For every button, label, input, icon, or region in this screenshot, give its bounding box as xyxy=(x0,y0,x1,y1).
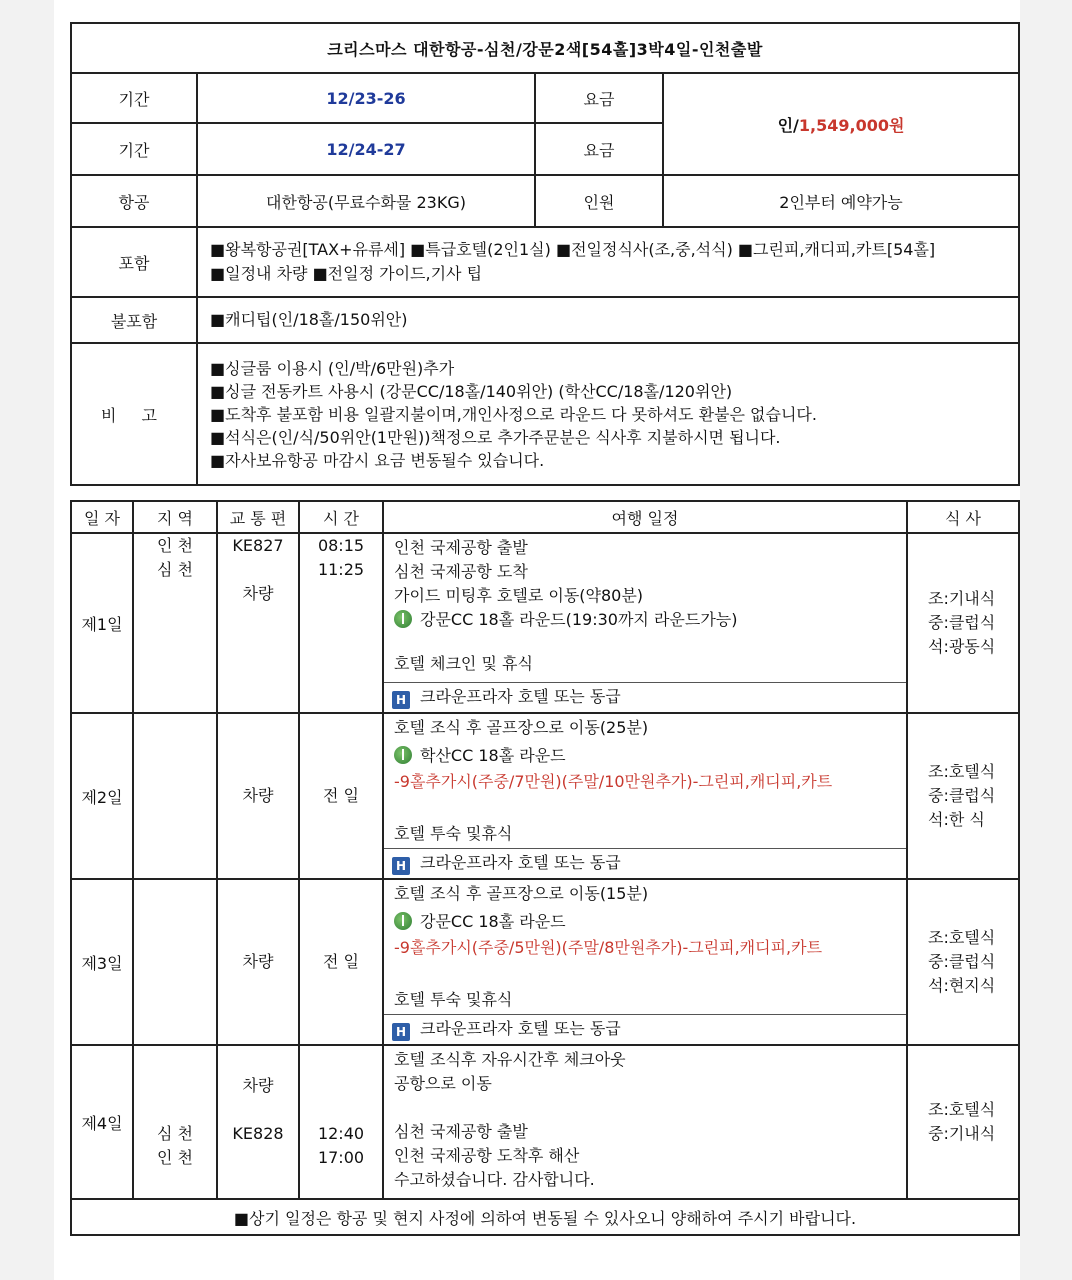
golf-text: 학산CC 18홀 라운드 xyxy=(420,746,566,765)
hotel-h-icon: H xyxy=(392,1023,410,1041)
day-time: 전 일 xyxy=(299,879,383,1045)
region-line: 인 천 xyxy=(157,1148,193,1167)
meal-line: 석:광동식 xyxy=(928,637,996,656)
remark-line: ■자사보유항공 마감시 요금 변동될수 있습니다. xyxy=(210,450,545,470)
hotel-text: 크라운프라자 호텔 또는 동급 xyxy=(420,687,621,706)
itinerary-line: 호텔 체크인 및 휴식 xyxy=(394,654,533,673)
region-line: 심 천 xyxy=(157,560,193,579)
price-prefix: 인/ xyxy=(777,115,799,135)
meal-line: 중:클럽식 xyxy=(928,613,996,632)
golf-icon xyxy=(394,912,412,930)
header-region: 지 역 xyxy=(133,501,217,533)
header-transport: 교 통 편 xyxy=(217,501,299,533)
meal-line: 조:기내식 xyxy=(928,589,996,608)
golf-text: 강문CC 18홀 라운드 xyxy=(420,912,566,931)
extra-holes-note: -9홀추가시(주중/7만원)(주말/10만원추가)-그린피,캐디피,카트 xyxy=(394,772,833,791)
transport-vehicle: 차량 xyxy=(242,584,274,603)
fee-label: 요금 xyxy=(535,73,663,123)
header-itinerary: 여행 일정 xyxy=(383,501,907,533)
itinerary-line: 심천 국제공항 도착 xyxy=(394,562,528,581)
transport-vehicle: 차량 xyxy=(242,1076,274,1095)
period-2: 12/24-27 xyxy=(197,123,535,175)
day-time xyxy=(299,533,383,713)
meal-line: 석:한 식 xyxy=(928,810,985,829)
golf-line xyxy=(394,744,896,768)
day-region xyxy=(133,879,217,1045)
exclude-label: 불포함 xyxy=(71,297,197,343)
itinerary-line: 심천 국제공항 출발 xyxy=(394,1122,528,1141)
exclude-value: ■캐디팁(인/18홀/150위안) xyxy=(197,297,1019,343)
itinerary-line: 호텔 조식 후 골프장으로 이동(15분) xyxy=(394,884,649,903)
day-region xyxy=(133,1045,217,1199)
include-line: ■왕복항공권[TAX+유류세] ■특급호텔(2인1실) ■전일정식사(조,중,석식) ■그린피,캐디피,카트[54홀] xyxy=(210,240,936,259)
meal-line: 중:클럽식 xyxy=(928,786,996,805)
period-label-2: 기간 xyxy=(71,123,197,175)
remark-line: ■싱글 전동카트 사용시 (강문CC/18홀/140위안) (학산CC/18홀/120위안) xyxy=(210,381,733,401)
itinerary-line: 수고하셨습니다. 감사합니다. xyxy=(394,1170,595,1189)
meal-line: 조:호텔식 xyxy=(928,762,996,781)
meal-line: 조:호텔식 xyxy=(928,928,996,947)
schedule-table xyxy=(70,500,1020,1236)
itinerary-line: 인천 국제공항 출발 xyxy=(394,538,528,557)
header-time: 시 간 xyxy=(299,501,383,533)
day-transport: 차량 xyxy=(217,879,299,1045)
people-value: 2인부터 예약가능 xyxy=(663,175,1019,227)
golf-icon xyxy=(394,610,412,628)
day-label: 제2일 xyxy=(71,713,133,879)
golf-line xyxy=(394,608,896,632)
day-meals xyxy=(907,879,1019,1045)
tour-summary-table xyxy=(70,22,1020,486)
day-itinerary xyxy=(383,533,907,713)
extra-holes-note: -9홀추가시(주중/5만원)(주말/8만원추가)-그린피,캐디피,카트 xyxy=(394,938,823,957)
header-day: 일 자 xyxy=(71,501,133,533)
airline-label: 항공 xyxy=(71,175,197,227)
hotel-line xyxy=(384,1014,906,1043)
day-region xyxy=(133,713,217,879)
meal-line: 조:호텔식 xyxy=(928,1100,996,1119)
price-cell xyxy=(663,73,1019,175)
day-time: 전 일 xyxy=(299,713,383,879)
time-line: 08:15 xyxy=(317,536,365,555)
period-1: 12/23-26 xyxy=(197,73,535,123)
day-itinerary xyxy=(383,1045,907,1199)
golf-line xyxy=(394,910,896,934)
hotel-h-icon: H xyxy=(392,691,410,709)
itinerary-line: 가이드 미팅후 호텔로 이동(약80분) xyxy=(394,586,644,605)
day-region xyxy=(133,533,217,713)
footer-notice: ■상기 일정은 항공 및 현지 사정에 의하여 변동될 수 있사오니 양해하여 주시기 바랍니다. xyxy=(71,1199,1019,1235)
include-label: 포함 xyxy=(71,227,197,297)
remark-line: ■도착후 불포함 비용 일괄지불이며,개인사정으로 라운드 다 못하셔도 환불은 없습니다. xyxy=(210,404,817,424)
day-transport: 차량 xyxy=(217,713,299,879)
airline-value: 대한항공(무료수화물 23KG) xyxy=(197,175,535,227)
period-label: 기간 xyxy=(71,73,197,123)
hotel-line xyxy=(384,682,906,711)
price-value: 1,549,000원 xyxy=(798,115,905,135)
hotel-h-icon: H xyxy=(392,857,410,875)
remark-line: ■석식은(인/식/50위안(1만원))책정으로 추가주문분은 식사후 지불하시면 됩니다. xyxy=(210,427,781,447)
time-line: 12:40 xyxy=(317,1124,365,1143)
hotel-line xyxy=(384,848,906,877)
itinerary-line: 호텔 조식후 자유시간후 체크아웃 xyxy=(394,1050,626,1069)
region-line: 인 천 xyxy=(157,536,193,555)
people-label: 인원 xyxy=(535,175,663,227)
day-transport xyxy=(217,1045,299,1199)
remarks-list xyxy=(197,343,1019,485)
day-meals xyxy=(907,1045,1019,1199)
day-time xyxy=(299,1045,383,1199)
remarks-label: 비 고 xyxy=(71,343,197,485)
tour-title: 크리스마스 대한항공-심천/강문2색[54홀]3박4일-인천출발 xyxy=(71,23,1019,73)
hotel-text: 크라운프라자 호텔 또는 동급 xyxy=(420,1019,621,1038)
flight-number: KE827 xyxy=(232,536,284,555)
day-itinerary xyxy=(383,713,907,879)
day-meals xyxy=(907,533,1019,713)
meal-line: 석:현지식 xyxy=(928,976,996,995)
include-line: ■일정내 차량 ■전일정 가이드,기사 팁 xyxy=(210,264,483,283)
itinerary-line: 호텔 조식 후 골프장으로 이동(25분) xyxy=(394,718,649,737)
time-line: 11:25 xyxy=(317,560,365,579)
meal-line: 중:클럽식 xyxy=(928,952,996,971)
day-label: 제4일 xyxy=(71,1045,133,1199)
itinerary-line: 호텔 투숙 및휴식 xyxy=(394,824,513,843)
itinerary-line: 호텔 투숙 및휴식 xyxy=(394,990,513,1009)
remark-line: ■싱글룸 이용시 (인/박/6만원)추가 xyxy=(210,358,455,378)
itinerary-line: 공항으로 이동 xyxy=(394,1074,492,1093)
day-label: 제3일 xyxy=(71,879,133,1045)
day-transport xyxy=(217,533,299,713)
fee-label-2: 요금 xyxy=(535,123,663,175)
flight-number: KE828 xyxy=(232,1124,284,1143)
hotel-text: 크라운프라자 호텔 또는 동급 xyxy=(420,853,621,872)
time-line: 17:00 xyxy=(317,1148,365,1167)
include-list xyxy=(197,227,1019,297)
day-meals xyxy=(907,713,1019,879)
golf-text: 강문CC 18홀 라운드(19:30까지 라운드가능) xyxy=(420,610,738,629)
itinerary-line: 인천 국제공항 도착후 해산 xyxy=(394,1146,580,1165)
day-label: 제1일 xyxy=(71,533,133,713)
golf-icon xyxy=(394,746,412,764)
meal-line: 중:기내식 xyxy=(928,1124,996,1143)
header-meal: 식 사 xyxy=(907,501,1019,533)
region-line: 심 천 xyxy=(157,1124,193,1143)
day-itinerary xyxy=(383,879,907,1045)
